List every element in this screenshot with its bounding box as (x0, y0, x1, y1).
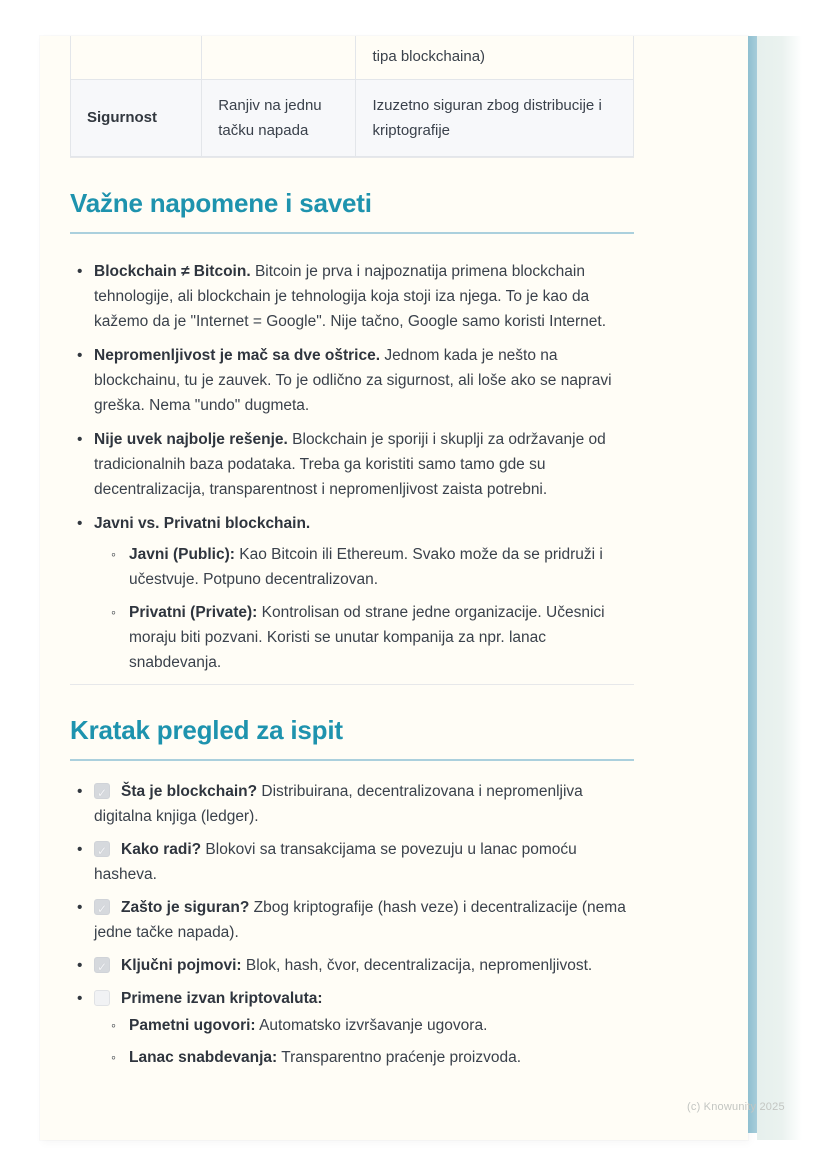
table-cell (202, 36, 356, 79)
checkbox-icon[interactable] (94, 841, 110, 857)
list-item (70, 259, 634, 334)
list-item-lead: Javni vs. Privatni blockchain. (94, 514, 311, 532)
section-heading-notes: Važne napomene i saveti (70, 185, 634, 234)
list-item-text: Transparentno praćenje proizvoda. (281, 1048, 522, 1066)
list-item-lead: Privatni (Private): (129, 603, 258, 621)
list-item-lead: Blockchain ≠ Bitcoin. (94, 262, 251, 280)
list-item-lead: Kako radi? (121, 840, 202, 858)
list-item-lead: Ključni pojmovi: (121, 956, 242, 974)
list-item-text: Automatsko izvršavanje ugovora. (259, 1016, 488, 1034)
list-item (70, 343, 634, 418)
list-item-text: Blokovi sa transakcijama se povezuju u lanac pomoću hasheva. (94, 840, 577, 883)
side-panel (757, 36, 802, 1140)
list-item-lead: Pametni ugovori: (129, 1016, 256, 1034)
list-item-text: Blockchain je sporiji i skuplji za održavanje od tradicionalnih baza podataka. Treba ga koristiti samo tamo gde su decentralizacija, transparentnost i nepromenljivost zaista potrebni. (94, 430, 606, 498)
checklist-item (70, 837, 634, 887)
sub-list (110, 1013, 634, 1070)
document-page (40, 36, 748, 1140)
sub-list-item (110, 542, 634, 592)
sub-list-item (110, 600, 634, 675)
table-cell: tipa blockchaina) (356, 36, 634, 79)
table-row-header: Sigurnost (71, 79, 202, 156)
list-item-text: Distribuirana, decentralizovana i nepromenljiva digitalna knjiga (ledger). (94, 782, 583, 825)
list-item-lead: Šta je blockchain? (121, 782, 258, 800)
checkbox-icon[interactable] (94, 990, 110, 1006)
list-item-lead: Primene izvan kriptovaluta: (121, 989, 323, 1007)
list-item-text: Kao Bitcoin ili Ethereum. Svako može da se pridruži i učestvuje. Potpuno decentralizovan. (129, 545, 603, 588)
scrollbar-thumb[interactable] (748, 36, 757, 1133)
checklist-item (70, 986, 634, 1070)
list-item-text: Bitcoin je prva i najpoznatija primena blockchain tehnologije, ali blockchain je tehnologija koja stoji iza njega. To je kao da kažemo da je "Internet = Google". Nije tačno, Google samo koristi Internet. (94, 262, 607, 330)
copyright-watermark: (c) Knowunity 2025 (687, 1101, 785, 1113)
checkbox-icon[interactable] (94, 957, 110, 973)
list-item-text: Jednom kada je nešto na blockchainu, tu je zauvek. To je odlično za sigurnost, ali loše ako se napravi greška. Nema "undo" dugmeta. (94, 346, 612, 414)
checkbox-icon[interactable] (94, 899, 110, 915)
table-row (71, 79, 634, 156)
table-cell: Izuzetno siguran zbog distribucije i kriptografije (356, 79, 634, 156)
checklist-item (70, 779, 634, 829)
section-divider (70, 684, 634, 685)
sub-list-item (110, 1013, 634, 1038)
review-checklist (70, 779, 634, 1070)
list-item-text: Zbog kriptografije (hash veze) i decentralizacije (nema jedne tačke napada). (94, 898, 626, 941)
checkbox-icon[interactable] (94, 783, 110, 799)
list-item-lead: Lanac snabdevanja: (129, 1048, 278, 1066)
list-item-lead: Nije uvek najbolje rešenje. (94, 430, 288, 448)
table-cell: Ranjiv na jednu tačku napada (202, 79, 356, 156)
list-item-text: Kontrolisan od strane jedne organizacije. Učesnici moraju biti pozvani. Koristi se unutar kompanija za npr. lanac snabdevanja. (129, 603, 605, 671)
table-row (71, 36, 634, 79)
section-divider (70, 157, 634, 158)
checklist-item (70, 895, 634, 945)
section-heading-review: Kratak pregled za ispit (70, 712, 634, 761)
comparison-table (70, 36, 634, 157)
checklist-item (70, 953, 634, 978)
document-content (40, 36, 748, 1070)
list-item-lead: Zašto je siguran? (121, 898, 250, 916)
list-item (70, 427, 634, 502)
table-cell (71, 36, 202, 79)
list-item-lead: Javni (Public): (129, 545, 235, 563)
notes-list (70, 259, 634, 675)
sub-list (110, 542, 634, 675)
list-item (70, 511, 634, 675)
sub-list-item (110, 1045, 634, 1070)
list-item-lead: Nepromenljivost je mač sa dve oštrice. (94, 346, 381, 364)
list-item-text: Blok, hash, čvor, decentralizacija, nepromenljivost. (245, 956, 593, 974)
